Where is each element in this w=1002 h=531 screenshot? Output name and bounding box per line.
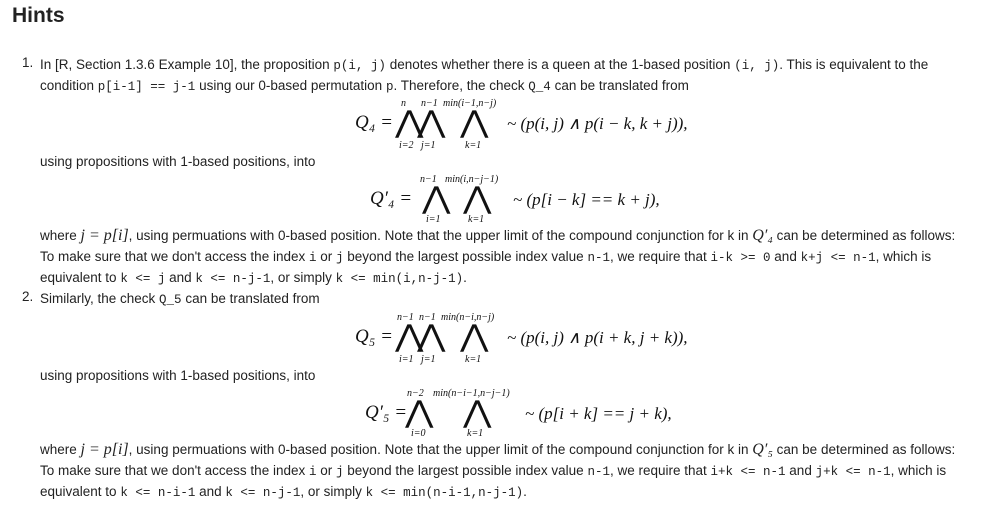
equation-q4-prime: Q′₄ = n−1 min(i,n−j−1) ⋀ ⋀ i=1 k=1 ~ (p[i − k] == k + j), — [370, 174, 660, 225]
item2-intro: Similarly, the check Q_5 can be translated from — [40, 291, 320, 307]
item2-mid-text: using propositions with 1-based positions, into — [40, 368, 316, 383]
item2-explain-line3: equivalent to k <= n-i-1 and k <= n-j-1, or simply k <= min(n-i-1,n-j-1). — [40, 484, 527, 500]
item1-explain-line3: equivalent to k <= j and k <= n-j-1, or simply k <= min(i,n-j-1). — [40, 270, 467, 286]
list-number-1: 1. — [22, 55, 34, 70]
equation-q5: Q₅ = n−1 n−1 min(n−i,n−j) ⋀ ⋀ ⋀ i=1 j=1 k=1 ~ (p(i, j) ∧ p(i + k, j + k)), — [355, 312, 688, 365]
item1-where: where j = p[i], using permuations with 0-based position. Note that the upper limit of the compound conjunction for k in Q′₄ can be determined as follows: — [40, 227, 956, 244]
equation-q4: Q₄ = n n−1 min(i−1,n−j) ⋀ ⋀ ⋀ i=2 j=1 k=1 ~ (p(i, j) ∧ p(i − k, k + j)), — [355, 98, 688, 151]
item1-intro-line2: condition p[i-1] == j-1 using our 0-based permutation p. Therefore, the check Q_4 can be translated from — [40, 78, 689, 94]
item2-explain-line2: To make sure that we don't access the index i or j beyond the largest possible index value n-1, we require that i+k <= n-1 and j+k <= n-1, which is — [40, 463, 947, 479]
list-number-2: 2. — [22, 289, 34, 304]
item1-explain-line2: To make sure that we don't access the index i or j beyond the largest possible index value n-1, we require that i-k >= 0 and k+j <= n-1, which is — [40, 249, 932, 265]
item1-mid-text: using propositions with 1-based positions, into — [40, 154, 316, 169]
item1-intro: In [R, Section 1.3.6 Example 10], the proposition p(i, j) denotes whether there is a queen at the 1-based position (i, j). This is equivalent to the — [40, 57, 929, 73]
equation-q5-prime: Q′₅ = n−2 min(n−i−1,n−j−1) ⋀ ⋀ i=0 k=1 ~ (p[i + k] == j + k), — [365, 388, 672, 439]
page-heading: Hints — [12, 4, 65, 27]
item2-where: where j = p[i], using permuations with 0-based position. Note that the upper limit of the compound conjunction for k in Q′₅ can be determined as follows: — [40, 441, 956, 458]
